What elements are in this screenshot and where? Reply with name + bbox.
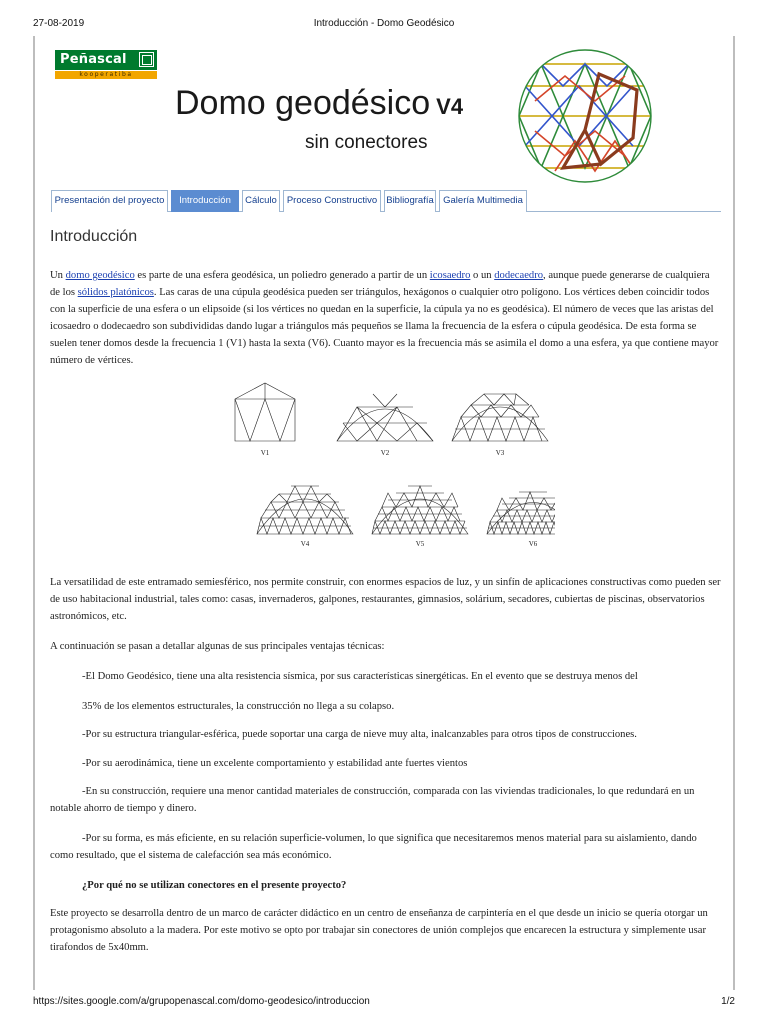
page-frame <box>33 36 735 990</box>
print-page-number: 1/2 <box>721 996 735 1007</box>
site-subtitle: sin conectores <box>305 132 428 153</box>
intro-text-4: , aunque puede generarse de cualquiera de los <box>50 270 710 298</box>
intro-text-3: o un <box>470 270 495 281</box>
dome-label-v2: V2 <box>380 449 390 457</box>
site-title <box>175 84 463 123</box>
site-title-text: Domo geodésico <box>175 84 431 122</box>
advantages-intro: A continuación se pasan a detallar algunas de sus principales ventajas técnicas: <box>50 641 385 652</box>
dome-label-v1: V1 <box>260 449 270 457</box>
dome-v5-drawing <box>372 486 468 534</box>
link-icosaedro[interactable]: icosaedro <box>429 270 471 281</box>
page-heading: Introducción <box>50 228 138 245</box>
nav-tabs <box>51 190 721 212</box>
intro-text-2: es parte de una esfera geodésica, un poliedro generado a partir de un <box>134 270 430 281</box>
connectors-answer: Este proyecto se desarrolla dentro de un marco de carácter didáctico en un centro de enseñanza de carpintería en el que desde un inicio se quería otorgar un protagonismo absoluto a la madera. Por este motivo se opto por trabajar sin conectores de unión complejos que encarecen la estructura y simplemente usar tirafondos de 5x40mm. <box>50 908 708 953</box>
penascal-logo[interactable] <box>55 50 157 80</box>
print-header <box>0 0 768 40</box>
print-url: https://sites.google.com/a/grupopenascal.com/domo-geodesico/introduccion <box>33 996 370 1007</box>
intro-paragraph <box>50 267 722 369</box>
link-dodecaedro[interactable]: dodecaedro <box>494 270 544 281</box>
tab-calculo[interactable]: Cálculo <box>242 190 280 212</box>
advantage-snow-load: -Por su estructura triangular-esférica, puede soportar una carga de nieve muy alta, inalcanzables para otros tipos de construcciones. <box>82 729 637 740</box>
print-date: 27-08-2019 <box>33 18 85 29</box>
dome-label-v3: V3 <box>495 449 505 457</box>
tab-presentacion[interactable]: Presentación del proyecto <box>51 190 168 212</box>
advantage-materials: -En su construcción, requiere una menor cantidad materiales de construcción, comparada con las viviendas tradicionales, lo que redundará en un notable ahorro de tiempo y dinero. <box>50 786 695 814</box>
print-title: Introducción - Domo Geodésico <box>313 18 455 29</box>
link-solidos-platonicos[interactable]: sólidos platónicos <box>77 287 154 298</box>
connectors-question: ¿Por qué no se utilizan conectores en el presente proyecto? <box>82 880 347 891</box>
link-domo-geodesico[interactable]: domo geodésico <box>65 270 135 281</box>
dome-frequency-figure <box>215 381 555 561</box>
dome-label-v6: V6 <box>528 540 538 548</box>
advantage-seismic: -El Domo Geodésico, tiene una alta resistencia sísmica, por sus características sinergéticas. En el evento que se destruya menos del <box>82 671 638 682</box>
dome-label-v4: V4 <box>300 540 310 548</box>
dome-v3-drawing <box>452 394 548 441</box>
geodesic-dome-illustration <box>505 46 665 186</box>
tab-introduccion[interactable]: Introducción <box>171 190 239 212</box>
dome-label-v5: V5 <box>415 540 425 548</box>
site-banner <box>35 36 733 186</box>
versatility-paragraph: La versatilidad de este entramado semiesférico, nos permite construir, con enormes espacios de luz, y un sinfín de aplicaciones constructivas como pueden ser de uso habitacional industrial, tales como: casas, invernaderos, galpones, restaurantes, gimnasios, solárium, secadores, cubiertas de piscinas, observatorios astronómicos, etc. <box>50 577 721 622</box>
dome-v6-drawing <box>487 492 555 534</box>
advantage-aerodynamics: -Por su aerodinámica, tiene un excelente comportamiento y estabilidad ante fuertes vientos <box>82 758 468 769</box>
logo-mark-icon <box>139 52 154 67</box>
tab-bibliografia[interactable]: Bibliografía <box>384 190 436 212</box>
intro-text-1: Un <box>50 270 66 281</box>
tab-galeria-multimedia[interactable]: Galería Multimedia <box>439 190 527 212</box>
logo-subtext: kooperatiba <box>55 71 157 79</box>
intro-text-5: . Las caras de una cúpula geodésica pueden ser triángulos, hexágonos o cualquier otro polígono. Los vértices deben coincidir todos con la superficie de una esfera o un elipsoide (si los vértices no quedan en la superficie, la cúpula ya no es geodésica). El número de veces que las aristas del icosaedro o dodecaedro son subdivididas dando lugar a triángulos más pequeños se llama la frecuencia de la esfera o cúpula geodésica. De esta forma se suelen tener domos desde la frecuencia 1 (V1) hasta la sexta (V6). Cuanto mayor es la frecuencia más se asimila el domo a una esfera, ya que contiene mayor número de vértices. <box>50 287 719 366</box>
logo-bar <box>55 50 157 70</box>
dome-v1-drawing <box>235 383 295 441</box>
dome-v2-drawing <box>337 394 433 441</box>
advantage-seismic-cont: 35% de los elementos estructurales, la construcción no llega a su colapso. <box>82 701 395 712</box>
tab-proceso-constructivo[interactable]: Proceso Constructivo <box>283 190 381 212</box>
logo-text: Peñascal <box>60 52 127 67</box>
site-version: V4 <box>436 94 464 119</box>
print-footer <box>0 994 768 1024</box>
advantage-insulation: -Por su forma, es más eficiente, en su relación superficie-volumen, lo que significa que necesitaremos menos material para su aislamiento, dando como resultado, que el sistema de calefacción sea más económico. <box>50 833 697 861</box>
dome-v4-drawing <box>257 486 353 534</box>
